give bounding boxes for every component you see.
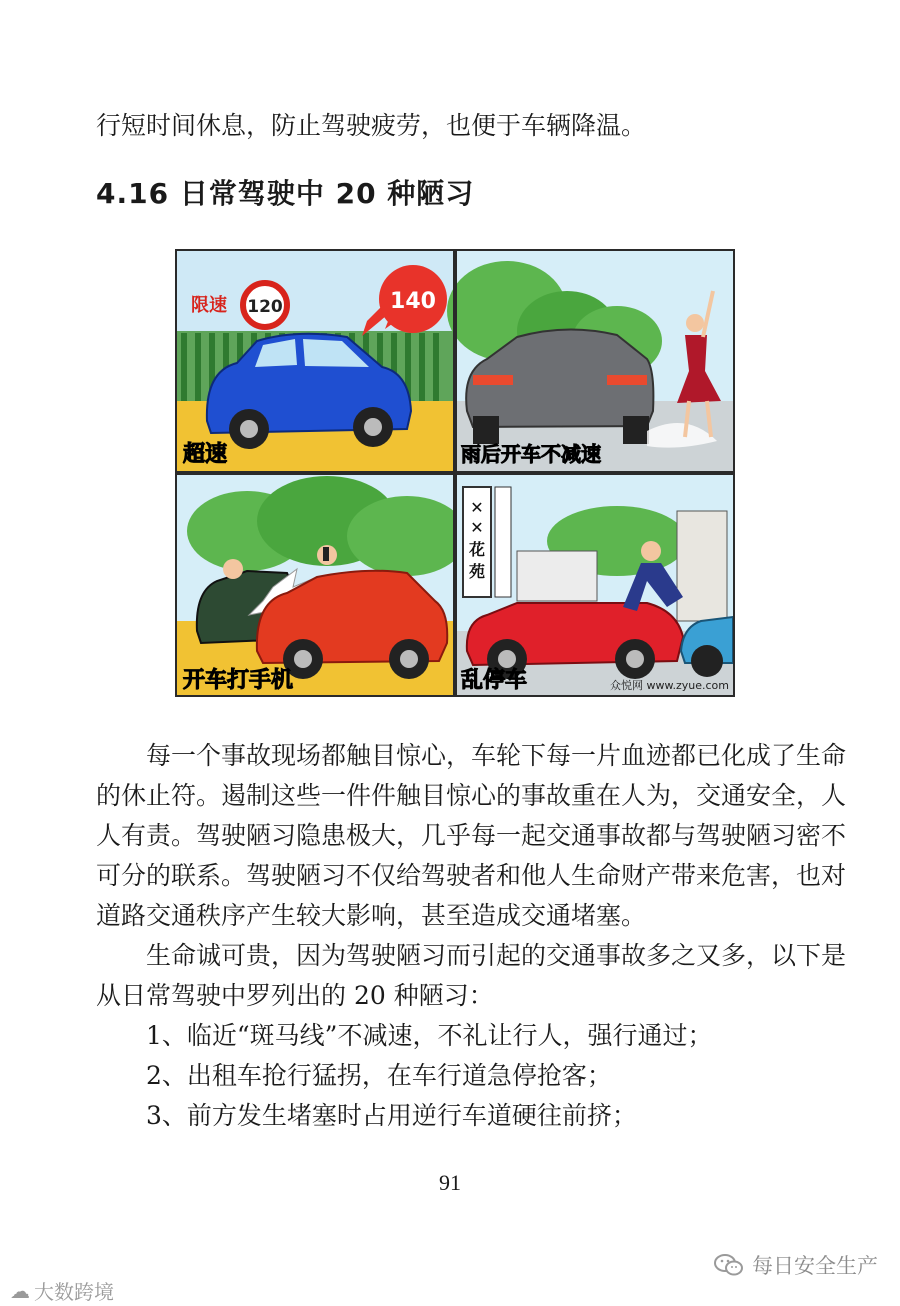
- watermark-right: [714, 1250, 878, 1280]
- wechat-icon: [714, 1253, 744, 1277]
- caption-parking: 乱停车: [461, 668, 528, 693]
- speed-limit-value: 120: [247, 297, 283, 317]
- paragraph-line: 的休止符。遏制这些一件件触目惊心的事故重在人为，交通安全，人: [96, 781, 847, 810]
- svg-text:花: 花: [468, 540, 486, 559]
- continued-line: 行短时间休息，防止驾驶疲劳，也便于车辆降温。: [96, 111, 647, 140]
- watermark-left-text: 大数跨境: [34, 1280, 114, 1304]
- svg-text:✕: ✕: [470, 498, 484, 517]
- list-item: 3、前方发生堵塞时占用逆行车道硬往前挤；: [146, 1101, 637, 1130]
- caption-speeding: 超速: [183, 442, 228, 467]
- panel-phone: [177, 475, 467, 695]
- paragraph-line: 人有责。驾驶陋习隐患极大，几乎每一起交通事故都与驾驶陋习密不: [96, 821, 847, 850]
- svg-text:苑: 苑: [468, 562, 486, 581]
- watermark-right-text: 每日安全生产: [752, 1254, 878, 1278]
- paragraph-line: 道路交通秩序产生较大影响，甚至造成交通堵塞。: [96, 901, 647, 930]
- section-heading: 4.16 日常驾驶中 20 种陋习: [96, 177, 475, 210]
- paragraph-line: 每一个事故现场都触目惊心，车轮下每一片血迹都已化成了生命: [146, 741, 847, 770]
- panel-speeding: [177, 251, 453, 471]
- page-number: 91: [439, 1170, 461, 1195]
- site-credit: 众悦网 www.zyue.com: [610, 679, 729, 692]
- paragraph-line: 可分的联系。驾驶陋习不仅给驾驶者和他人生命财产带来危害，也对: [96, 861, 847, 890]
- list-item: 1、临近“斑马线”不减速，不礼让行人，强行通过；: [146, 1021, 713, 1050]
- sign-label: 限速: [191, 295, 227, 316]
- watermark-left: [10, 1276, 114, 1305]
- speed-value: 140: [390, 289, 436, 314]
- caption-rain: 雨后开车不减速: [461, 442, 601, 466]
- cloud-logo-icon: ☁: [10, 1278, 30, 1303]
- caption-phone: 开车打手机: [183, 668, 294, 693]
- paragraph-line: 生命诚可贵，因为驾驶陋习而引起的交通事故多之又多，以下是: [146, 941, 847, 970]
- panel-rain: [447, 251, 733, 471]
- illustration-four-panel: [175, 249, 735, 697]
- panel-parking: [457, 475, 733, 695]
- paragraph-line: 从日常驾驶中罗列出的 20 种陋习：: [96, 981, 494, 1010]
- svg-text:✕: ✕: [470, 518, 484, 537]
- list-item: 2、出租车抢行猛拐，在车行道急停抢客；: [146, 1061, 612, 1090]
